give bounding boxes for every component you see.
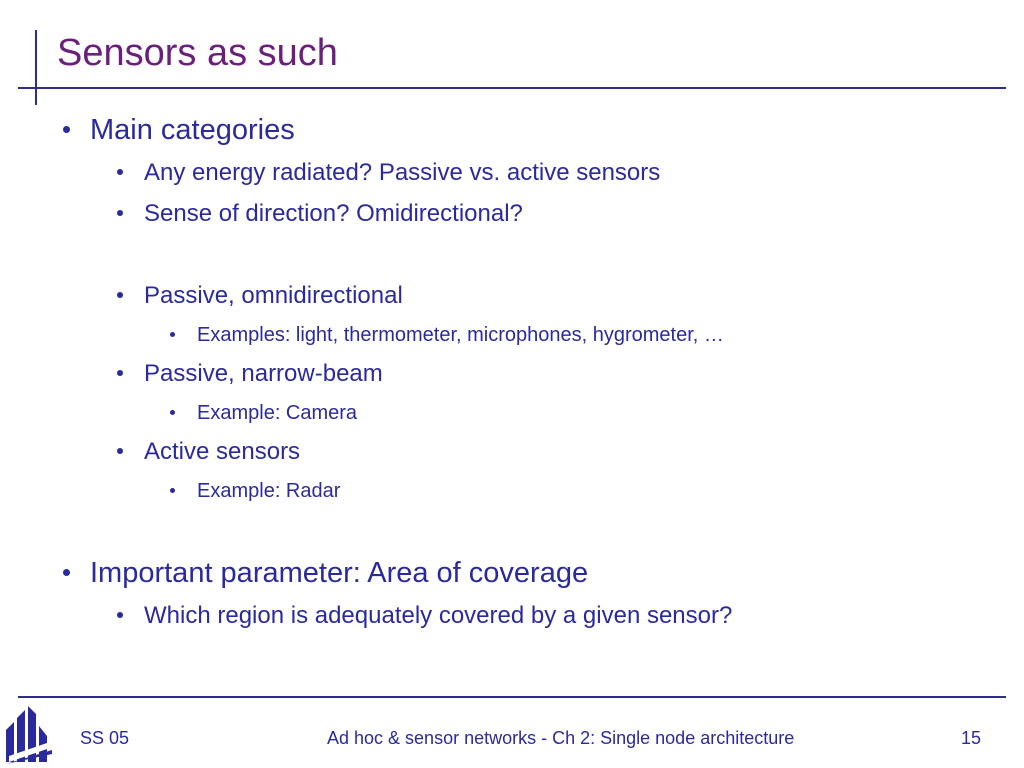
bullet-dot-icon [117,292,123,298]
bullet-text: Any energy radiated? Passive vs. active sensors [144,159,661,186]
bullet-text: Which region is adequately covered by a given sensor? [144,602,733,629]
footer-course-title: Ad hoc & sensor networks - Ch 2: Single node architecture [327,728,795,748]
bullet-dot-icon [170,332,175,337]
header-vertical-rule [35,30,37,105]
bullet-text: Example: Radar [197,480,341,502]
bullet-energy-radiated [144,158,660,188]
header-horizontal-rule [18,87,1006,89]
slide-title: Sensors as such [57,32,338,74]
bullet-dot-icon [117,370,123,376]
bullet-text: Examples: light, thermometer, microphones, hygrometer, … [197,324,724,346]
bullet-dot-icon [117,169,123,175]
bullet-which-region [144,601,732,631]
bullet-active-example [197,478,340,504]
footer-horizontal-rule [18,696,1006,698]
bullet-text: Example: Camera [197,402,358,424]
bullet-passive-omni [144,281,403,311]
bullet-important-parameter [90,556,588,590]
bullet-sense-direction [144,199,523,229]
footer-page-number: 15 [961,728,982,748]
bullet-text: Important parameter: Area of coverage [90,557,589,589]
university-logo-icon [4,704,54,764]
bullet-text: Main categories [90,114,295,146]
bullet-passive-narrow-example [197,400,357,426]
bullet-main-categories [90,113,295,147]
bullet-text: Passive, narrow-beam [144,360,383,387]
bullet-dot-icon [170,488,175,493]
bullet-dot-icon [170,410,175,415]
bullet-text: Sense of direction? Omidirectional? [144,200,523,227]
footer-term: SS 05 [80,728,130,748]
bullet-dot-icon [117,448,123,454]
bullet-passive-narrow [144,359,383,389]
bullet-active-sensors [144,437,300,467]
bullet-text: Passive, omnidirectional [144,282,403,309]
bullet-dot-icon [63,569,70,576]
bullet-dot-icon [63,126,70,133]
bullet-text: Active sensors [144,438,301,465]
bullet-dot-icon [117,210,123,216]
bullet-dot-icon [117,612,123,618]
bullet-passive-omni-example [197,322,724,348]
